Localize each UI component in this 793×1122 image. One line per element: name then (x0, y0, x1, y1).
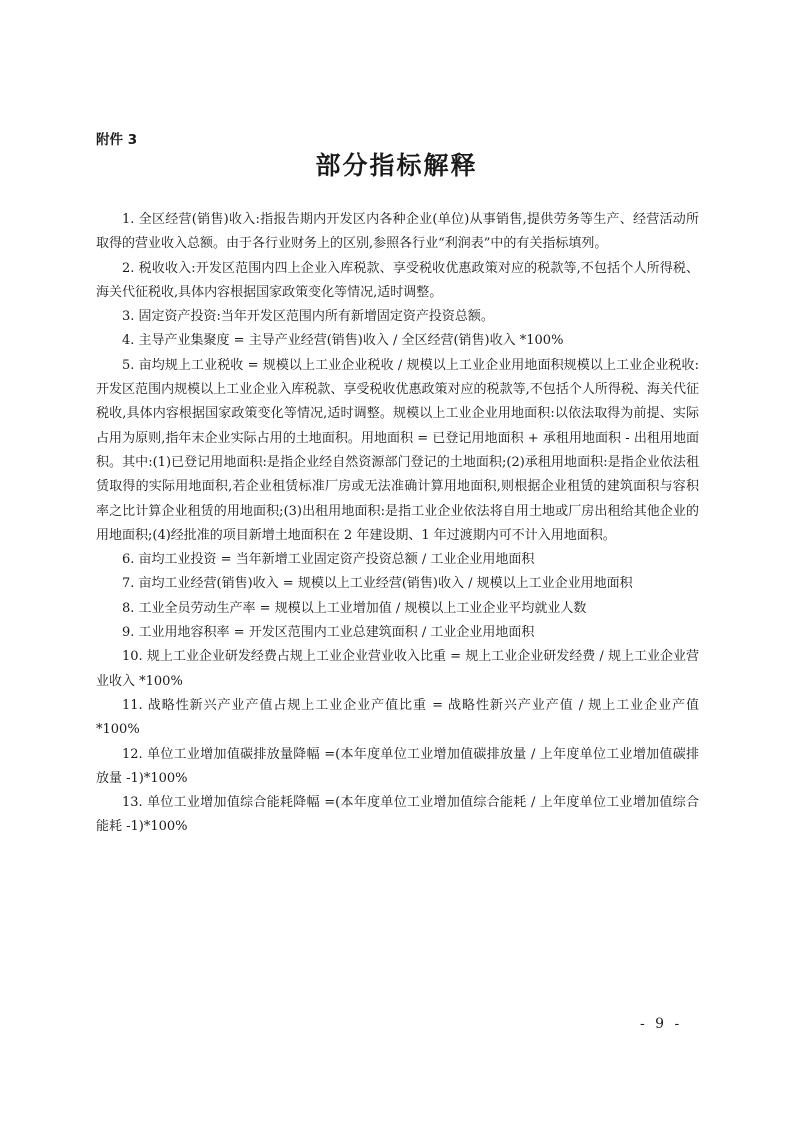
page-number: - 9 - (640, 1016, 683, 1032)
indicator-item: 3. 固定资产投资:当年开发区范围内所有新增固定资产投资总额。 (122, 309, 494, 325)
indicator-item: 10. 规上工业企业研发经费占规上工业企业营业收入比重 = 规上工业企业研发经费 / 规上工业企业营业收入 *100% (96, 649, 699, 689)
indicator-item: 9. 工业用地容积率 = 开发区范围内工业总建筑面积 / 工业企业用地面积 (122, 625, 535, 641)
indicator-item: 12. 单位工业增加值碳排放量降幅 =(本年度单位工业增加值碳排放量 / 上年度单位工业增加值碳排放量 -1)*100% (96, 746, 699, 786)
indicator-item: 5. 亩均规上工业税收 = 规模以上工业企业税收 / 规模以上工业企业用地面积规模以上工业企业税收:开发区范围内规模以上工业企业入库税款、享受税收优惠政策对应的税款等,不包括个人所得税、海关代征税收,具体内容根据国家政策变化等情况,适时调整。规模以上工业企业用地面积:以依法取得为前提、实际占用为原则,指年末企业实际占用的土地面积。用地面积 = 已登记用地面积 + 承租用地面积 - 出租用地面积。其中:(1)已登记用地面积:是指企业经自然资源部门登记的土地面积;(2)承租用地面积:是指企业依法租赁取得的实际用地面积,若企业租赁标准厂房或无法准确计算用地面积,则根据企业租赁的建筑面积与容积率之比计算企业租赁的用地面积;(3)出租用地面积:是指工业企业依法将自用土地或厂房出租给其他企业的用地面积;(4)经批准的项目新增土地面积在 2 年建设期、1 年过渡期内可不计入用地面积。 (96, 357, 699, 543)
indicator-item: 11. 战略性新兴产业产值占规上工业企业产值比重 = 战略性新兴产业产值 / 规上工业企业产值 *100% (96, 697, 699, 738)
indicator-item: 6. 亩均工业投资 = 当年新增工业固定资产投资总额 / 工业企业用地面积 (122, 552, 535, 568)
indicator-item: 7. 亩均工业经营(销售)收入 = 规模以上工业经营(销售)收入 / 规模以上工业企业用地面积 (122, 576, 633, 592)
indicator-item: 2. 税收收入:开发区范围内四上企业入库税款、享受税收优惠政策对应的税款等,不包括个人所得税、海关代征税收,具体内容根据国家政策变化等情况,适时调整。 (96, 260, 699, 300)
indicator-item: 4. 主导产业集聚度 = 主导产业经营(销售)收入 / 全区经营(销售)收入 *100% (122, 333, 564, 349)
page-title: 部分指标解释 (315, 151, 478, 180)
indicator-list (96, 208, 699, 840)
indicator-item: 13. 单位工业增加值综合能耗降幅 =(本年度单位工业增加值综合能耗 / 上年度单位工业增加值综合能耗 -1)*100% (96, 795, 699, 835)
indicator-item: 8. 工业全员劳动生产率 = 规模以上工业增加值 / 规模以上工业企业平均就业人数 (122, 600, 587, 616)
indicator-item: 1. 全区经营(销售)收入:指报告期内开发区内各种企业(单位)从事销售,提供劳务等生产、经营活动所取得的营业收入总额。由于各行业财务上的区别,参照各行业“利润表”中的有关指标填列。 (96, 212, 699, 252)
attachment-label: 附件 3 (96, 132, 138, 148)
